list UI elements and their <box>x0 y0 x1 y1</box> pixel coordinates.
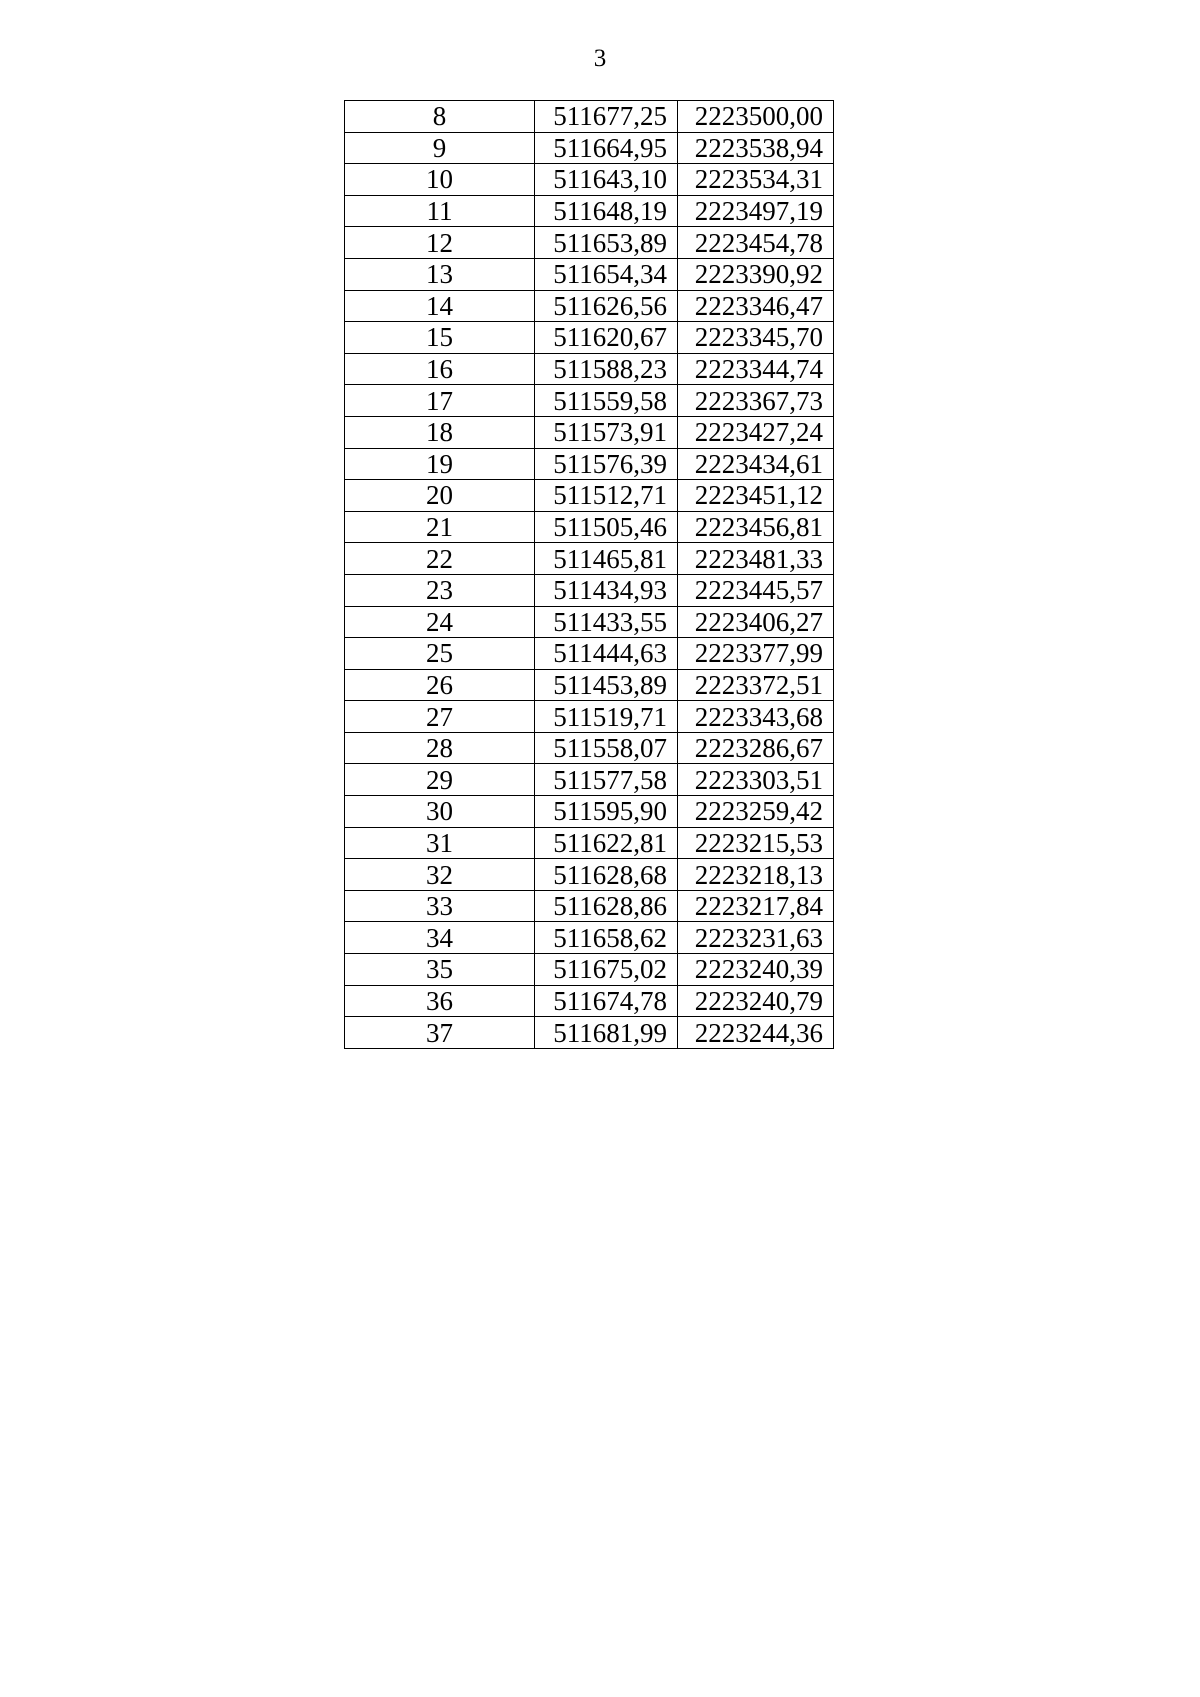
x-coordinate-cell: 511677,25 <box>535 101 678 133</box>
x-coordinate-cell: 511628,68 <box>535 859 678 891</box>
point-number-cell: 25 <box>345 638 535 670</box>
table-row <box>345 638 834 670</box>
table-row <box>345 890 834 922</box>
point-number-cell: 20 <box>345 480 535 512</box>
y-coordinate-cell: 2223497,19 <box>678 195 834 227</box>
table-row <box>345 195 834 227</box>
point-number-cell: 15 <box>345 322 535 354</box>
y-coordinate-cell: 2223215,53 <box>678 827 834 859</box>
x-coordinate-cell: 511573,91 <box>535 416 678 448</box>
x-coordinate-cell: 511674,78 <box>535 985 678 1017</box>
table-row <box>345 227 834 259</box>
y-coordinate-cell: 2223372,51 <box>678 669 834 701</box>
table-row <box>345 416 834 448</box>
table-row <box>345 480 834 512</box>
point-number-cell: 12 <box>345 227 535 259</box>
x-coordinate-cell: 511559,58 <box>535 385 678 417</box>
point-number-cell: 37 <box>345 1017 535 1049</box>
table-row <box>345 796 834 828</box>
x-coordinate-cell: 511654,34 <box>535 258 678 290</box>
table-row <box>345 290 834 322</box>
point-number-cell: 17 <box>345 385 535 417</box>
point-number-cell: 28 <box>345 732 535 764</box>
point-number-cell: 16 <box>345 353 535 385</box>
x-coordinate-cell: 511444,63 <box>535 638 678 670</box>
y-coordinate-cell: 2223456,81 <box>678 511 834 543</box>
x-coordinate-cell: 511622,81 <box>535 827 678 859</box>
x-coordinate-cell: 511658,62 <box>535 922 678 954</box>
x-coordinate-cell: 511653,89 <box>535 227 678 259</box>
point-number-cell: 24 <box>345 606 535 638</box>
table-row <box>345 1017 834 1049</box>
table-row <box>345 859 834 891</box>
x-coordinate-cell: 511505,46 <box>535 511 678 543</box>
table-row <box>345 764 834 796</box>
y-coordinate-cell: 2223406,27 <box>678 606 834 638</box>
point-number-cell: 30 <box>345 796 535 828</box>
x-coordinate-cell: 511588,23 <box>535 353 678 385</box>
x-coordinate-cell: 511512,71 <box>535 480 678 512</box>
y-coordinate-cell: 2223534,31 <box>678 164 834 196</box>
x-coordinate-cell: 511664,95 <box>535 132 678 164</box>
y-coordinate-cell: 2223345,70 <box>678 322 834 354</box>
y-coordinate-cell: 2223367,73 <box>678 385 834 417</box>
point-number-cell: 36 <box>345 985 535 1017</box>
point-number-cell: 18 <box>345 416 535 448</box>
table-row <box>345 574 834 606</box>
y-coordinate-cell: 2223434,61 <box>678 448 834 480</box>
point-number-cell: 11 <box>345 195 535 227</box>
point-number-cell: 33 <box>345 890 535 922</box>
point-number-cell: 32 <box>345 859 535 891</box>
table-row <box>345 385 834 417</box>
y-coordinate-cell: 2223240,39 <box>678 954 834 986</box>
point-number-cell: 35 <box>345 954 535 986</box>
y-coordinate-cell: 2223343,68 <box>678 701 834 733</box>
y-coordinate-cell: 2223240,79 <box>678 985 834 1017</box>
point-number-cell: 34 <box>345 922 535 954</box>
table-row <box>345 827 834 859</box>
x-coordinate-cell: 511648,19 <box>535 195 678 227</box>
table-row <box>345 322 834 354</box>
table-row <box>345 511 834 543</box>
table-row <box>345 258 834 290</box>
x-coordinate-cell: 511558,07 <box>535 732 678 764</box>
y-coordinate-cell: 2223500,00 <box>678 101 834 133</box>
y-coordinate-cell: 2223427,24 <box>678 416 834 448</box>
table-row <box>345 922 834 954</box>
table-row <box>345 101 834 133</box>
y-coordinate-cell: 2223451,12 <box>678 480 834 512</box>
y-coordinate-cell: 2223390,92 <box>678 258 834 290</box>
y-coordinate-cell: 2223445,57 <box>678 574 834 606</box>
point-number-cell: 31 <box>345 827 535 859</box>
table-row <box>345 164 834 196</box>
table-row <box>345 132 834 164</box>
point-number-cell: 9 <box>345 132 535 164</box>
x-coordinate-cell: 511519,71 <box>535 701 678 733</box>
y-coordinate-cell: 2223244,36 <box>678 1017 834 1049</box>
coordinates-table-body <box>345 101 834 1049</box>
x-coordinate-cell: 511576,39 <box>535 448 678 480</box>
point-number-cell: 29 <box>345 764 535 796</box>
y-coordinate-cell: 2223481,33 <box>678 543 834 575</box>
table-row <box>345 543 834 575</box>
y-coordinate-cell: 2223377,99 <box>678 638 834 670</box>
x-coordinate-cell: 511453,89 <box>535 669 678 701</box>
x-coordinate-cell: 511628,86 <box>535 890 678 922</box>
table-row <box>345 669 834 701</box>
y-coordinate-cell: 2223346,47 <box>678 290 834 322</box>
point-number-cell: 14 <box>345 290 535 322</box>
x-coordinate-cell: 511675,02 <box>535 954 678 986</box>
y-coordinate-cell: 2223286,67 <box>678 732 834 764</box>
y-coordinate-cell: 2223259,42 <box>678 796 834 828</box>
x-coordinate-cell: 511620,67 <box>535 322 678 354</box>
y-coordinate-cell: 2223217,84 <box>678 890 834 922</box>
x-coordinate-cell: 511434,93 <box>535 574 678 606</box>
x-coordinate-cell: 511681,99 <box>535 1017 678 1049</box>
point-number-cell: 19 <box>345 448 535 480</box>
x-coordinate-cell: 511433,55 <box>535 606 678 638</box>
y-coordinate-cell: 2223344,74 <box>678 353 834 385</box>
y-coordinate-cell: 2223218,13 <box>678 859 834 891</box>
y-coordinate-cell: 2223538,94 <box>678 132 834 164</box>
point-number-cell: 10 <box>345 164 535 196</box>
point-number-cell: 21 <box>345 511 535 543</box>
y-coordinate-cell: 2223303,51 <box>678 764 834 796</box>
table-row <box>345 701 834 733</box>
table-row <box>345 606 834 638</box>
x-coordinate-cell: 511577,58 <box>535 764 678 796</box>
point-number-cell: 27 <box>345 701 535 733</box>
table-row <box>345 353 834 385</box>
table-row <box>345 732 834 764</box>
coordinates-table <box>344 100 834 1049</box>
page-number: 3 <box>593 45 607 72</box>
table-row <box>345 954 834 986</box>
x-coordinate-cell: 511626,56 <box>535 290 678 322</box>
x-coordinate-cell: 511643,10 <box>535 164 678 196</box>
table-row <box>345 448 834 480</box>
table-row <box>345 985 834 1017</box>
x-coordinate-cell: 511465,81 <box>535 543 678 575</box>
point-number-cell: 26 <box>345 669 535 701</box>
y-coordinate-cell: 2223231,63 <box>678 922 834 954</box>
point-number-cell: 13 <box>345 258 535 290</box>
x-coordinate-cell: 511595,90 <box>535 796 678 828</box>
y-coordinate-cell: 2223454,78 <box>678 227 834 259</box>
point-number-cell: 23 <box>345 574 535 606</box>
point-number-cell: 22 <box>345 543 535 575</box>
point-number-cell: 8 <box>345 101 535 133</box>
